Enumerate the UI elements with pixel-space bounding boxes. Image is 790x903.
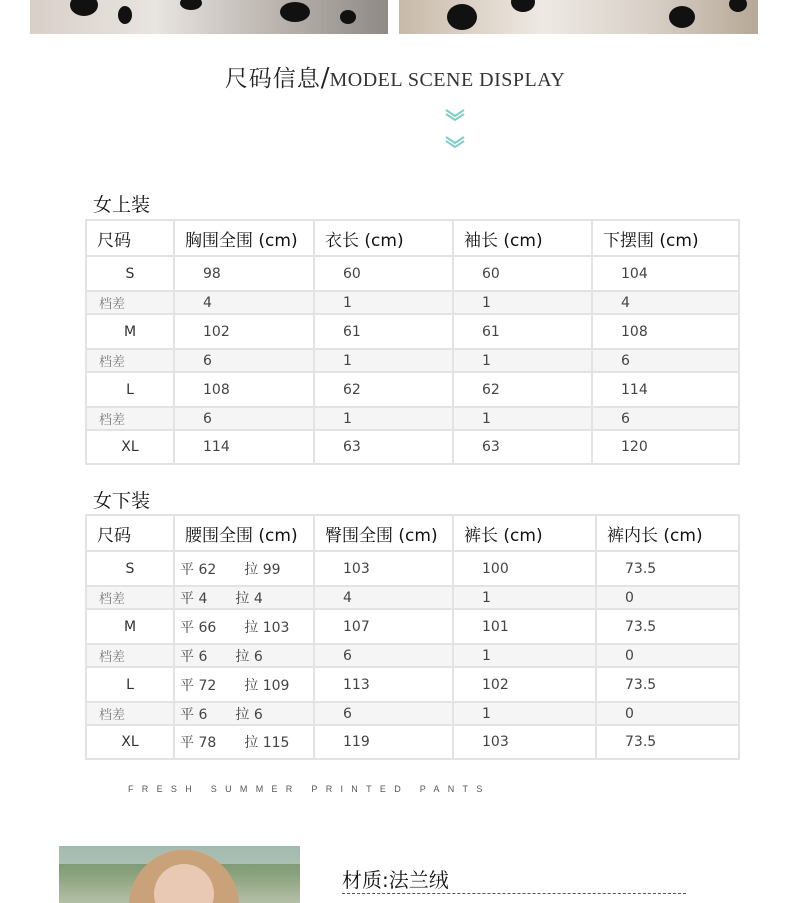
- stretch-value: 99: [262, 561, 281, 578]
- value-cell: 100: [453, 551, 596, 586]
- grade-cell: 档差: [86, 644, 174, 667]
- value-cell: 63: [453, 430, 592, 464]
- value-cell: 1: [453, 349, 592, 372]
- chevron-down-icon: [444, 107, 466, 121]
- value-cell: 61: [314, 314, 453, 349]
- stretch-label: 拉: [244, 735, 259, 751]
- value-cell: 6: [592, 349, 739, 372]
- grade-cell: 档差: [86, 702, 174, 725]
- table-row: [86, 291, 739, 314]
- stretch-value: 4: [253, 590, 263, 607]
- flat-value: 62: [198, 561, 217, 578]
- table-row: [86, 725, 739, 759]
- value-cell: 101: [453, 609, 596, 644]
- flat-value: 78: [198, 735, 217, 751]
- flat-label: 平: [180, 619, 194, 636]
- value-cell: 104: [592, 256, 739, 291]
- value-cell: 6: [592, 407, 739, 430]
- flat-label: 平: [180, 706, 194, 723]
- value-cell: 102: [453, 667, 596, 702]
- header-cell: 衣长 (cm): [314, 220, 453, 256]
- value-cell: 1: [453, 644, 596, 667]
- flat-value: 6: [198, 706, 208, 723]
- value-cell: 103: [314, 551, 453, 586]
- chevron-down-icon: [444, 134, 466, 148]
- value-cell: 0: [596, 586, 739, 609]
- waist-cell: [174, 702, 314, 725]
- product-photo-right: [399, 0, 758, 34]
- stretch-value: 103: [262, 619, 290, 636]
- value-cell: 108: [174, 372, 314, 407]
- grade-cell: 档差: [86, 291, 174, 314]
- cow-spot: [447, 4, 477, 30]
- top-size-table: [85, 219, 740, 465]
- table-row: [86, 349, 739, 372]
- dashed-divider: [342, 893, 686, 894]
- header-cell: 下摆围 (cm): [592, 220, 739, 256]
- stretch-value: 6: [253, 648, 263, 665]
- table-row: [86, 430, 739, 464]
- value-cell: 103: [453, 725, 596, 759]
- table-header-row: [86, 220, 739, 256]
- stretch-value: 6: [253, 706, 263, 723]
- value-cell: 62: [453, 372, 592, 407]
- cow-spot: [70, 0, 98, 16]
- value-cell: 1: [453, 407, 592, 430]
- header-cell: 袖长 (cm): [453, 220, 592, 256]
- flat-value: 6: [198, 648, 208, 665]
- value-cell: 6: [174, 407, 314, 430]
- value-cell: 73.5: [596, 725, 739, 759]
- stretch-label: 拉: [244, 677, 259, 694]
- table-row: [86, 314, 739, 349]
- table-row: [86, 551, 739, 586]
- size-cell: L: [86, 667, 174, 702]
- header-cell: 腰围全围 (cm): [174, 515, 314, 551]
- heading-cn: 尺码信息: [224, 66, 321, 92]
- table-row: [86, 586, 739, 609]
- size-cell: M: [86, 314, 174, 349]
- value-cell: 119: [314, 725, 453, 759]
- flat-label: 平: [180, 735, 194, 751]
- table-row: [86, 609, 739, 644]
- bottom-table-title: 女下装: [93, 490, 151, 512]
- flat-value: 4: [198, 590, 208, 607]
- value-cell: 108: [592, 314, 739, 349]
- value-cell: 62: [314, 372, 453, 407]
- cow-spot: [729, 0, 747, 12]
- value-cell: 73.5: [596, 609, 739, 644]
- model-photo: [59, 846, 300, 903]
- value-cell: 102: [174, 314, 314, 349]
- flat-label: 平: [180, 561, 194, 578]
- heading-slash: /: [320, 63, 330, 93]
- flat-label: 平: [180, 648, 194, 665]
- value-cell: 98: [174, 256, 314, 291]
- header-cell: 尺码: [86, 220, 174, 256]
- stretch-value: 115: [262, 735, 290, 751]
- table-row: [86, 644, 739, 667]
- value-cell: 1: [314, 349, 453, 372]
- flat-label: 平: [180, 590, 194, 607]
- waist-cell: [174, 644, 314, 667]
- header-cell: 裤长 (cm): [453, 515, 596, 551]
- product-photo-left: [30, 0, 388, 34]
- value-cell: 107: [314, 609, 453, 644]
- table-row: [86, 372, 739, 407]
- size-cell: XL: [86, 725, 174, 759]
- value-cell: 4: [314, 586, 453, 609]
- heading-en: MODEL SCENE DISPLAY: [329, 69, 566, 91]
- header-cell: 裤内长 (cm): [596, 515, 739, 551]
- flat-value: 66: [198, 619, 217, 636]
- value-cell: 120: [592, 430, 739, 464]
- size-cell: S: [86, 256, 174, 291]
- value-cell: 6: [174, 349, 314, 372]
- stretch-label: 拉: [235, 706, 250, 723]
- value-cell: 4: [592, 291, 739, 314]
- tagline: FRESH SUMMER PRINTED PANTS: [128, 784, 491, 794]
- waist-cell: [174, 667, 314, 702]
- stretch-label: 拉: [244, 561, 259, 578]
- waist-cell: [174, 609, 314, 644]
- value-cell: 4: [174, 291, 314, 314]
- value-cell: 73.5: [596, 667, 739, 702]
- flat-value: 72: [198, 677, 217, 694]
- value-cell: 114: [592, 372, 739, 407]
- table-row: [86, 407, 739, 430]
- value-cell: 114: [174, 430, 314, 464]
- value-cell: 6: [314, 702, 453, 725]
- stretch-label: 拉: [235, 648, 250, 665]
- table-row: [86, 667, 739, 702]
- waist-cell: [174, 586, 314, 609]
- cow-spot: [669, 6, 695, 28]
- value-cell: 60: [453, 256, 592, 291]
- value-cell: 6: [314, 644, 453, 667]
- size-info-heading: [0, 60, 790, 93]
- header-cell: 尺码: [86, 515, 174, 551]
- header-cell: 胸围全围 (cm): [174, 220, 314, 256]
- table-header-row: [86, 515, 739, 551]
- cow-spot: [511, 0, 535, 12]
- value-cell: 1: [453, 291, 592, 314]
- cow-spot: [280, 2, 310, 22]
- stretch-label: 拉: [244, 619, 259, 636]
- value-cell: 0: [596, 644, 739, 667]
- material-label: 材质:法兰绒: [342, 868, 449, 892]
- cow-spot: [118, 6, 132, 24]
- value-cell: 1: [453, 702, 596, 725]
- stretch-label: 拉: [235, 590, 250, 607]
- waist-cell: [174, 551, 314, 586]
- grade-cell: 档差: [86, 349, 174, 372]
- size-cell: XL: [86, 430, 174, 464]
- value-cell: 73.5: [596, 551, 739, 586]
- table-row: [86, 702, 739, 725]
- cow-spot: [180, 0, 202, 10]
- waist-cell: [174, 725, 314, 759]
- value-cell: 60: [314, 256, 453, 291]
- stretch-value: 109: [262, 677, 290, 694]
- value-cell: 1: [453, 586, 596, 609]
- table-row: [86, 256, 739, 291]
- top-table-title: 女上装: [93, 194, 151, 216]
- bottom-size-table: [85, 514, 740, 760]
- size-cell: L: [86, 372, 174, 407]
- value-cell: 63: [314, 430, 453, 464]
- grade-cell: 档差: [86, 407, 174, 430]
- cow-spot: [340, 10, 356, 24]
- size-cell: M: [86, 609, 174, 644]
- flat-label: 平: [180, 677, 194, 694]
- value-cell: 1: [314, 407, 453, 430]
- value-cell: 0: [596, 702, 739, 725]
- size-cell: S: [86, 551, 174, 586]
- value-cell: 113: [314, 667, 453, 702]
- grade-cell: 档差: [86, 586, 174, 609]
- value-cell: 1: [314, 291, 453, 314]
- value-cell: 61: [453, 314, 592, 349]
- header-cell: 臀围全围 (cm): [314, 515, 453, 551]
